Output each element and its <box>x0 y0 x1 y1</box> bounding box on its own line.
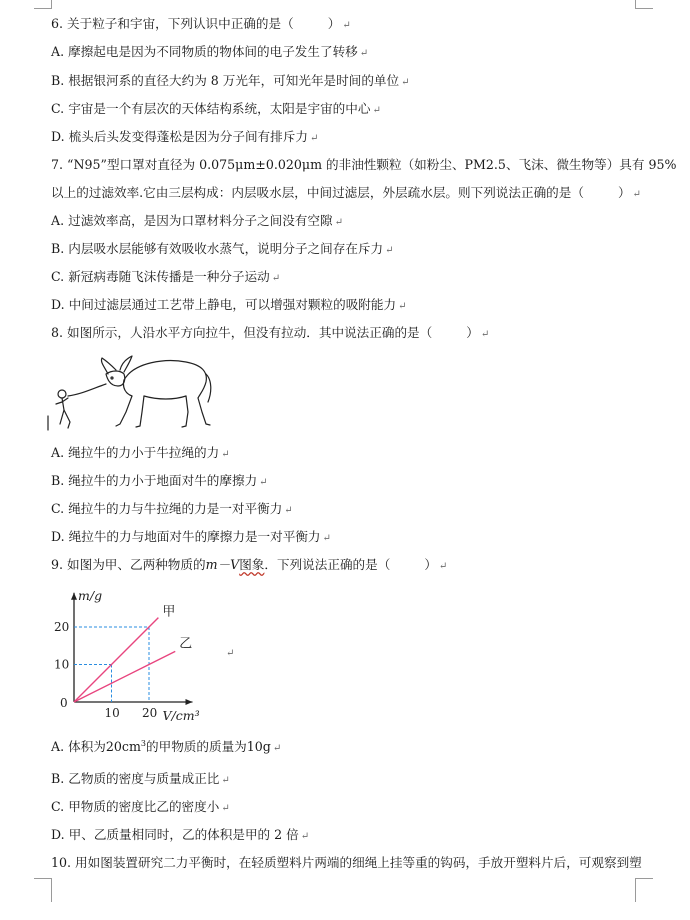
q9-option-d: D. 甲、乙质量相同时，乙的体积是甲的 2 倍 ↵ <box>51 827 310 842</box>
x-tick-label-0: 10 <box>104 706 120 720</box>
q8-option-c: C. 绳拉牛的力与牛拉绳的力是一对平衡力 ↵ <box>51 501 293 516</box>
x-tick-label-1: 20 <box>142 706 158 720</box>
y-axis-arrow <box>71 593 77 600</box>
origin-label: 0 <box>60 696 68 710</box>
x-axis-label: V/cm³ <box>162 708 200 723</box>
y-axis-label: m/g <box>78 587 103 603</box>
q8-option-a: A. 绳拉牛的力小于牛拉绳的力 ↵ <box>51 445 230 460</box>
series-label-0: 甲 <box>162 604 176 620</box>
y-tick-label-1: 20 <box>54 620 70 634</box>
q7-stem-line-2: 以上的过滤效率.它由三层构成：内层吸水层，中间过滤层，外层疏水层。则下列说法正确的是（ ） ↵ <box>51 185 641 200</box>
q6-stem: 6. 关于粒子和宇宙，下列认识中正确的是（ ） ↵ <box>51 16 351 31</box>
paragraph-mark: ↵ <box>226 648 235 659</box>
q8-option-b: B. 绳拉牛的力小于地面对牛的摩擦力 ↵ <box>51 473 268 488</box>
q9-option-c: C. 甲物质的密度比乙的密度小 ↵ <box>51 799 230 814</box>
person-pulling-ox-illustration <box>46 352 216 436</box>
q9-stem: 9. 如图为甲、乙两种物质的m－V图象．下列说法正确的是（ ） ↵ <box>51 557 448 572</box>
q7-option-b: B. 内层吸水层能够有效吸收水蒸气，说明分子之间存在斥力 ↵ <box>51 241 394 256</box>
series-label-1: 乙 <box>179 636 193 652</box>
series-line-1 <box>74 651 175 702</box>
q7-option-d: D. 中间过滤层通过工艺带上静电，可以增强对颗粒的吸附能力 ↵ <box>51 297 407 312</box>
q6-option-a: A. 摩擦起电是因为不同物质的物体间的电子发生了转移 ↵ <box>51 44 369 59</box>
q6-option-b: B. 根据银河系的直径大约为 8 万光年，可知光年是时间的单位 ↵ <box>51 73 410 88</box>
series-line-0 <box>74 618 158 702</box>
y-tick-label-0: 10 <box>54 657 70 672</box>
mass-volume-chart <box>44 584 244 726</box>
q7-stem-line-1: 7. “N95”型口罩对直径为 0.075μm±0.020μm 的非油性颗粒（如粉尘、PM2.5、飞沫、微生物等）具有 95% <box>51 157 677 172</box>
q6-option-c: C. 宇宙是一个有层次的天体结构系统，太阳是宇宙的中心 ↵ <box>51 101 381 116</box>
q7-option-c: C. 新冠病毒随飞沫传播是一种分子运动 ↵ <box>51 269 281 284</box>
x-axis-arrow <box>186 699 193 705</box>
q10-stem: 10. 用如图装置研究二力平衡时，在轻质塑料片两端的细绳上挂等重的钩码，手放开塑料片后，可观察到塑 <box>51 855 642 870</box>
q6-option-d: D. 梳头后头发变得蓬松是因为分子间有排斥力 ↵ <box>51 129 319 144</box>
q8-option-d: D. 绳拉牛的力与地面对牛的摩擦力是一对平衡力 ↵ <box>51 529 331 544</box>
q7-option-a: A. 过滤效率高，是因为口罩材料分子之间没有空隙 ↵ <box>51 213 343 228</box>
q8-stem: 8. 如图所示，人沿水平方向拉牛，但没有拉动．其中说法正确的是（ ） ↵ <box>51 325 490 340</box>
q9-option-a: A. 体积为$20cm^3$的甲物质的质量为10g ↵ <box>51 738 282 754</box>
q9-option-b: B. 乙物质的密度与质量成正比 ↵ <box>51 771 230 786</box>
